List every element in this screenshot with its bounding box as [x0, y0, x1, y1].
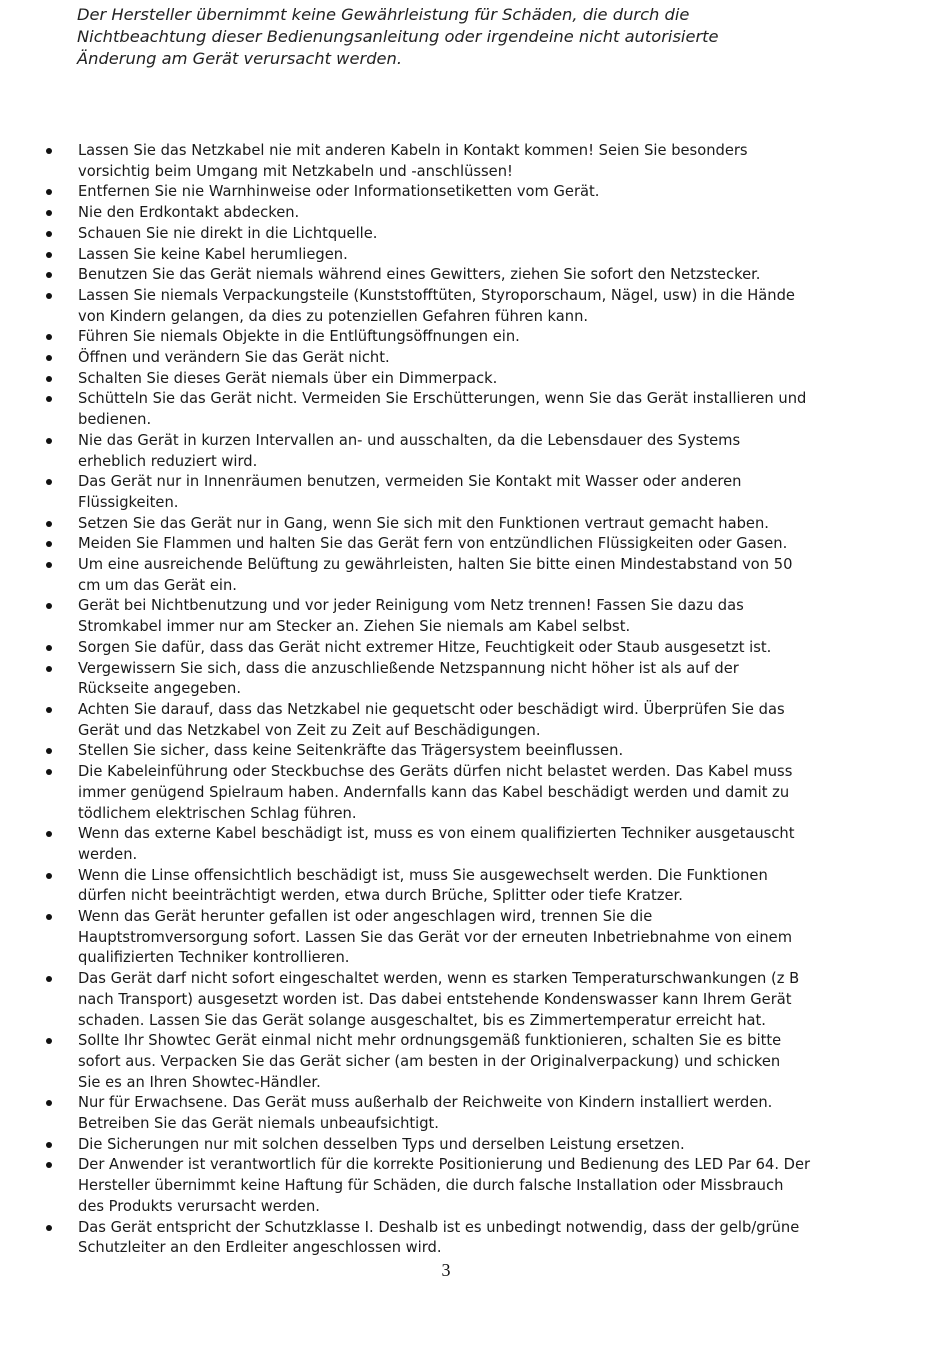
bullet-icon [46, 231, 52, 237]
list-item [0, 824, 878, 865]
list-item [0, 182, 878, 203]
list-item-text: dürfen nicht beeinträchtigt werden, etwa durch Brüche, Splitter oder tiefe Kratzer. [78, 887, 683, 905]
list-item-text: Stromkabel immer nur am Stecker an. Ziehen Sie niemals am Kabel selbst. [78, 618, 631, 636]
list-item [0, 1155, 878, 1217]
bullet-icon [46, 272, 52, 278]
list-item-text: Setzen Sie das Gerät nur in Gang, wenn Sie sich mit den Funktionen vertraut gemacht haben. [78, 514, 769, 532]
list-item [0, 348, 878, 369]
list-item-text: qualifizierten Techniker kontrollieren. [78, 949, 350, 967]
list-item-text: Achten Sie darauf, dass das Netzkabel nie gequetscht oder beschädigt wird. Überprüfen Sie das [78, 700, 785, 718]
list-item-text: Führen Sie niemals Objekte in die Entlüftungsöffnungen ein. [78, 328, 520, 346]
list-item-text: Die Kabeleinführung oder Steckbuchse des Geräts dürfen nicht belastet werden. Das Kabel muss [78, 763, 793, 781]
bullet-icon [46, 1142, 52, 1148]
disclaimer-line: Der Hersteller übernimmt keine Gewährleistung für Schäden, die durch die [77, 5, 690, 24]
list-item [0, 1093, 878, 1134]
list-item-text: Hersteller übernimmt keine Haftung für Schäden, die durch falsche Installation oder Missbrauch [78, 1177, 784, 1195]
list-item [0, 389, 878, 430]
page-number: 3 [441, 1260, 451, 1280]
bullet-icon [46, 396, 52, 402]
disclaimer-line: Änderung am Gerät verursacht werden. [77, 49, 403, 68]
list-item [0, 141, 878, 182]
bullet-icon [46, 252, 52, 258]
list-item-text: Sie es an Ihren Showtec-Händler. [78, 1073, 321, 1091]
list-item-text: Meiden Sie Flammen und halten Sie das Gerät fern von entzündlichen Flüssigkeiten oder Gasen. [78, 535, 788, 553]
bullet-icon [46, 148, 52, 154]
list-item-text: Hauptstromversorgung sofort. Lassen Sie das Gerät vor der erneuten Inbetriebnahme von einem [78, 928, 793, 946]
list-item [0, 659, 878, 700]
list-item [0, 1135, 878, 1156]
list-item-text: Flüssigkeiten. [78, 493, 179, 511]
list-item-text: Schutzleiter an den Erdleiter angeschlossen wird. [78, 1239, 442, 1257]
list-item-text: Vergewissern Sie sich, dass die anzuschließende Netzspannung nicht höher ist als auf der [78, 659, 739, 677]
list-item-text: immer genügend Spielraum haben. Andernfalls kann das Kabel beschädigt werden und damit zu [78, 783, 790, 801]
bullet-icon [46, 976, 52, 982]
bullet-icon [46, 1100, 52, 1106]
list-item-text: Gerät bei Nichtbenutzung und vor jeder Reinigung vom Netz trennen! Fassen Sie dazu das [78, 597, 744, 615]
bullet-icon [46, 334, 52, 340]
list-item [0, 741, 878, 762]
list-item-text: Benutzen Sie das Gerät niemals während eines Gewitters, ziehen Sie sofort den Netzstecker. [78, 266, 761, 284]
list-item-text: Wenn die Linse offensichtlich beschädigt ist, muss Sie ausgewechselt werden. Die Funktionen [78, 866, 768, 884]
list-item [0, 265, 878, 286]
list-item [0, 969, 878, 1031]
bullet-icon [46, 479, 52, 485]
bullet-icon [46, 293, 52, 299]
list-item-text: Schütteln Sie das Gerät nicht. Vermeiden Sie Erschütterungen, wenn Sie das Gerät installieren und [78, 390, 807, 408]
list-item [0, 327, 878, 348]
list-item-text: Schauen Sie nie direkt in die Lichtquelle. [78, 224, 378, 242]
list-item-text: Rückseite angegeben. [78, 680, 242, 698]
list-item-text: von Kindern gelangen, da dies zu potenziellen Gefahren führen kann. [78, 307, 589, 325]
bullet-icon [46, 210, 52, 216]
list-item [0, 700, 878, 741]
list-item-text: vorsichtig beim Umgang mit Netzkabeln und -anschlüssen! [78, 162, 513, 180]
bullet-icon [46, 666, 52, 672]
bullet-icon [46, 831, 52, 837]
list-item [0, 907, 878, 969]
list-item [0, 224, 878, 245]
list-item-text: Sollte Ihr Showtec Gerät einmal nicht mehr ordnungsgemäß funktionieren, schalten Sie es bitte [78, 1032, 782, 1050]
list-item-text: Nie den Erdkontakt abdecken. [78, 204, 300, 222]
bullet-icon [46, 873, 52, 879]
bullet-icon [46, 189, 52, 195]
list-item-text: tödlichem elektrischen Schlag führen. [78, 804, 357, 822]
list-item [0, 534, 878, 555]
list-item-text: schaden. Lassen Sie das Gerät solange ausgeschaltet, bis es Zimmertemperatur erreicht hat. [78, 1011, 766, 1029]
list-item-text: des Produkts verursacht werden. [78, 1197, 320, 1215]
list-item-text: Nur für Erwachsene. Das Gerät muss außerhalb der Reichweite von Kindern installiert werden. [78, 1094, 773, 1112]
list-item [0, 286, 878, 327]
list-item-text: erheblich reduziert wird. [78, 452, 258, 470]
list-item [0, 1218, 878, 1259]
list-item-text: bedienen. [78, 411, 152, 429]
bullet-icon [46, 521, 52, 527]
disclaimer-line: Nichtbeachtung dieser Bedienungsanleitung oder irgendeine nicht autorisierte [77, 27, 719, 46]
bullet-icon [46, 914, 52, 920]
bullet-icon [46, 562, 52, 568]
list-item-text: Das Gerät nur in Innenräumen benutzen, vermeiden Sie Kontakt mit Wasser oder anderen [78, 473, 742, 491]
list-item-text: Der Anwender ist verantwortlich für die korrekte Positionierung und Bedienung des LED Par 64. Der [78, 1156, 811, 1174]
list-item-text: Lassen Sie das Netzkabel nie mit anderen Kabeln in Kontakt kommen! Seien Sie besonders [78, 142, 748, 159]
list-item [0, 638, 878, 659]
list-item-text: Das Gerät darf nicht sofort eingeschaltet werden, wenn es starken Temperaturschwankungen (z B [78, 970, 800, 988]
list-item-text: Stellen Sie sicher, dass keine Seitenkräfte das Trägersystem beeinflussen. [78, 742, 624, 760]
disclaimer-paragraph [77, 4, 867, 70]
list-item [0, 1031, 878, 1093]
list-item [0, 866, 878, 907]
bullet-icon [46, 707, 52, 713]
list-item [0, 762, 878, 824]
list-item-text: Wenn das Gerät herunter gefallen ist oder angeschlagen wird, trennen Sie die [78, 908, 653, 926]
list-item-text: Die Sicherungen nur mit solchen desselben Typs und derselben Leistung ersetzen. [78, 1135, 685, 1153]
list-item-text: Sorgen Sie dafür, dass das Gerät nicht extremer Hitze, Feuchtigkeit oder Staub ausgesetzt ist. [78, 638, 772, 656]
safety-instructions-list [0, 141, 950, 1259]
list-item-text: Schalten Sie dieses Gerät niemals über ein Dimmerpack. [78, 369, 498, 387]
list-item-text: Wenn das externe Kabel beschädigt ist, muss es von einem qualifizierten Techniker ausgetauscht [78, 825, 795, 843]
bullet-icon [46, 769, 52, 775]
list-item-text: cm um das Gerät ein. [78, 576, 237, 594]
bullet-icon [46, 376, 52, 382]
bullet-icon [46, 1038, 52, 1044]
list-item [0, 431, 878, 472]
bullet-icon [46, 355, 52, 361]
bullet-icon [46, 748, 52, 754]
bullet-icon [46, 603, 52, 609]
bullet-icon [46, 645, 52, 651]
list-item-text: Entfernen Sie nie Warnhinweise oder Informationsetiketten vom Gerät. [78, 183, 600, 201]
bullet-icon [46, 541, 52, 547]
list-item-text: Betreiben Sie das Gerät niemals unbeaufsichtigt. [78, 1115, 439, 1133]
list-item [0, 369, 878, 390]
list-item-text: nach Transport) ausgesetzt worden ist. Das dabei entstehende Kondenswasser kann Ihrem Gerät [78, 990, 792, 1008]
list-item [0, 514, 878, 535]
list-item-text: Das Gerät entspricht der Schutzklasse I. Deshalb ist es unbedingt notwendig, dass der gelb/grüne [78, 1218, 800, 1236]
list-item [0, 472, 878, 513]
list-item [0, 596, 878, 637]
list-item [0, 203, 878, 224]
list-item-text: Lassen Sie niemals Verpackungsteile (Kunststofftüten, Styroporschaum, Nägel, usw) in die Hände [78, 286, 795, 304]
list-item-text: Öffnen und verändern Sie das Gerät nicht. [78, 349, 390, 367]
list-item-text: werden. [78, 845, 138, 863]
bullet-icon [46, 1225, 52, 1231]
list-item [0, 555, 878, 596]
bullet-icon [46, 438, 52, 444]
list-item-text: Nie das Gerät in kurzen Intervallen an- und ausschalten, da die Lebensdauer des Systems [78, 431, 741, 449]
list-item-text: Lassen Sie keine Kabel herumliegen. [78, 245, 348, 263]
list-item-text: sofort aus. Verpacken Sie das Gerät sicher (am besten in der Originalverpackung) und schicken [78, 1052, 781, 1070]
bullet-icon [46, 1162, 52, 1168]
list-item [0, 245, 878, 266]
list-item-text: Um eine ausreichende Belüftung zu gewährleisten, halten Sie bitte einen Mindestabstand von 50 [78, 556, 793, 574]
list-item-text: Gerät und das Netzkabel von Zeit zu Zeit auf Beschädigungen. [78, 721, 541, 739]
